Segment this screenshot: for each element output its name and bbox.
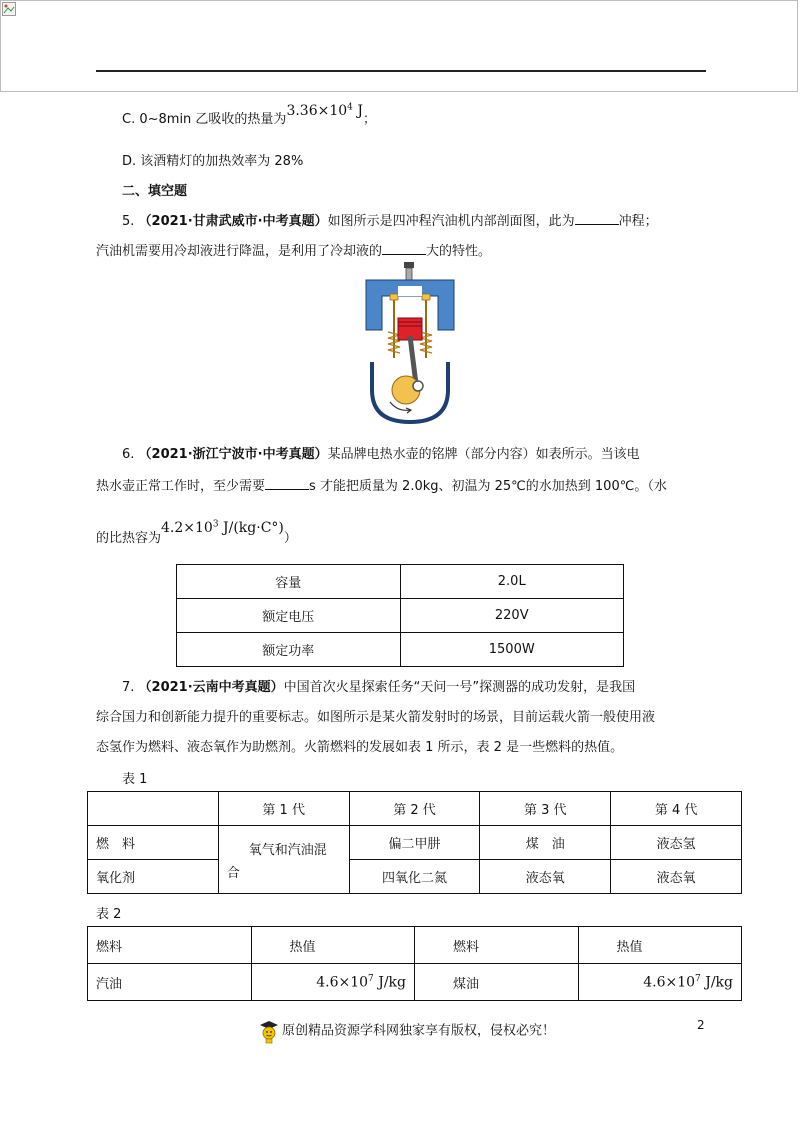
table-header: 第 4 代 <box>611 792 742 826</box>
q7-source: （2021·云南中考真题） <box>138 680 284 695</box>
row-label: 燃 料 <box>88 826 219 860</box>
table-row <box>88 964 742 1001</box>
table-cell: 煤油 <box>415 964 579 1001</box>
option-c-suffix: ； <box>362 112 376 127</box>
spec-value: 220V <box>400 599 624 633</box>
q6-line1: 6. （2021·浙江宁波市·中考真题）某品牌电热水壶的铭牌（部分内容）如表所示。当该电 <box>122 447 640 462</box>
q5-source: （2021·甘肃武威市·中考真题） <box>138 214 328 229</box>
fuel-heat-value-table <box>87 926 742 1001</box>
table-row <box>88 860 742 894</box>
table-row <box>88 792 742 826</box>
table-header: 热值 <box>578 927 742 964</box>
table-row <box>177 599 624 633</box>
q7-line1: 7. （2021·云南中考真题）中国首次火星探索任务“天问一号”探测器的成功发射，是我国 <box>122 680 636 695</box>
q5-line2: 汽油机需要用冷却液进行降温，是利用了冷却液的 大的特性。 <box>96 244 492 259</box>
table-header: 燃料 <box>88 927 252 964</box>
table1-label: 表 1 <box>122 772 148 787</box>
q6-line3: 的比热容为$4.2\times 10^3$ J/(kg·C°)） <box>96 519 297 546</box>
footer-text: 原创精品资源学科网独家享有版权，侵权必究！ <box>282 1023 556 1039</box>
q6-source: （2021·浙江宁波市·中考真题） <box>138 447 328 462</box>
option-c-text: C. 0~8min 乙吸收的热量为 <box>122 112 287 127</box>
table-header: 第 2 代 <box>349 792 480 826</box>
q7-line2: 综合国力和创新能力提升的重要标志。如图所示是某火箭发射时的场景，目前运载火箭一般使用液 <box>96 710 656 725</box>
spec-value: 1500W <box>400 633 624 667</box>
spec-label: 容量 <box>177 565 401 599</box>
header-rule <box>96 70 706 72</box>
q6-number: 6. <box>122 447 135 462</box>
q5-blank1[interactable] <box>575 212 619 225</box>
heat-value: $4.6\times 10^7$ J/kg <box>251 964 415 1001</box>
table-cell: 四氧化二氮 <box>349 860 480 894</box>
kettle-spec-table <box>176 564 624 667</box>
table-row <box>88 927 742 964</box>
rocket-fuel-table <box>87 791 742 894</box>
heat-value: $4.6\times 10^7$ J/kg <box>578 964 742 1001</box>
four-stroke-engine-diagram <box>360 262 460 424</box>
header-frame <box>0 0 798 92</box>
scholar-logo-icon <box>258 1018 280 1044</box>
table-row <box>177 633 624 667</box>
gen1-merged-cell: 氧气和汽油混 合 <box>218 826 349 894</box>
q6-line2: 热水壶正常工作时，至少需要 s 才能把质量为 2.0kg、初温为 25℃的水加热到 100℃。（水 <box>96 479 667 494</box>
option-c-value: $3.36\times 10^4$ J <box>286 102 363 119</box>
row-label: 氧化剂 <box>88 860 219 894</box>
q7-line3: 态氢作为燃料、液态氧作为助燃剂。火箭燃料的发展如表 1 所示，表 2 是一些燃料的热值。 <box>96 740 624 755</box>
q5-blank2[interactable] <box>382 242 426 255</box>
table-cell: 液态氧 <box>611 860 742 894</box>
spec-label: 额定功率 <box>177 633 401 667</box>
table-cell: 液态氢 <box>611 826 742 860</box>
spec-label: 额定电压 <box>177 599 401 633</box>
table2-label: 表 2 <box>96 907 122 922</box>
option-d: D. 该酒精灯的加热效率为 28% <box>122 154 304 169</box>
footer <box>258 1018 555 1044</box>
table-header: 第 3 代 <box>480 792 611 826</box>
table-header: 燃料 <box>415 927 579 964</box>
q5-number: 5. <box>122 214 135 229</box>
table-cell: 煤 油 <box>480 826 611 860</box>
table-row <box>88 826 742 860</box>
section-title: 二、填空题 <box>122 184 188 199</box>
table-cell: 液态氧 <box>480 860 611 894</box>
q6-specific-heat: $4.2\times 10^3$ J/(kg·C°) <box>161 519 284 536</box>
q6-blank[interactable] <box>265 477 309 490</box>
table-row <box>177 565 624 599</box>
option-c <box>122 102 376 127</box>
table-header: 热值 <box>251 927 415 964</box>
broken-image-icon <box>2 2 16 16</box>
page-number: 2 <box>697 1018 705 1032</box>
table-header: 第 1 代 <box>218 792 349 826</box>
table-header <box>88 792 219 826</box>
q7-number: 7. <box>122 680 135 695</box>
q5-line1: 5. （2021·甘肃武威市·中考真题）如图所示是四冲程汽油机内部剖面图，此为 冲程； <box>122 214 658 229</box>
table-cell: 偏二甲肼 <box>349 826 480 860</box>
table-cell: 汽油 <box>88 964 252 1001</box>
spec-value: 2.0L <box>400 565 624 599</box>
